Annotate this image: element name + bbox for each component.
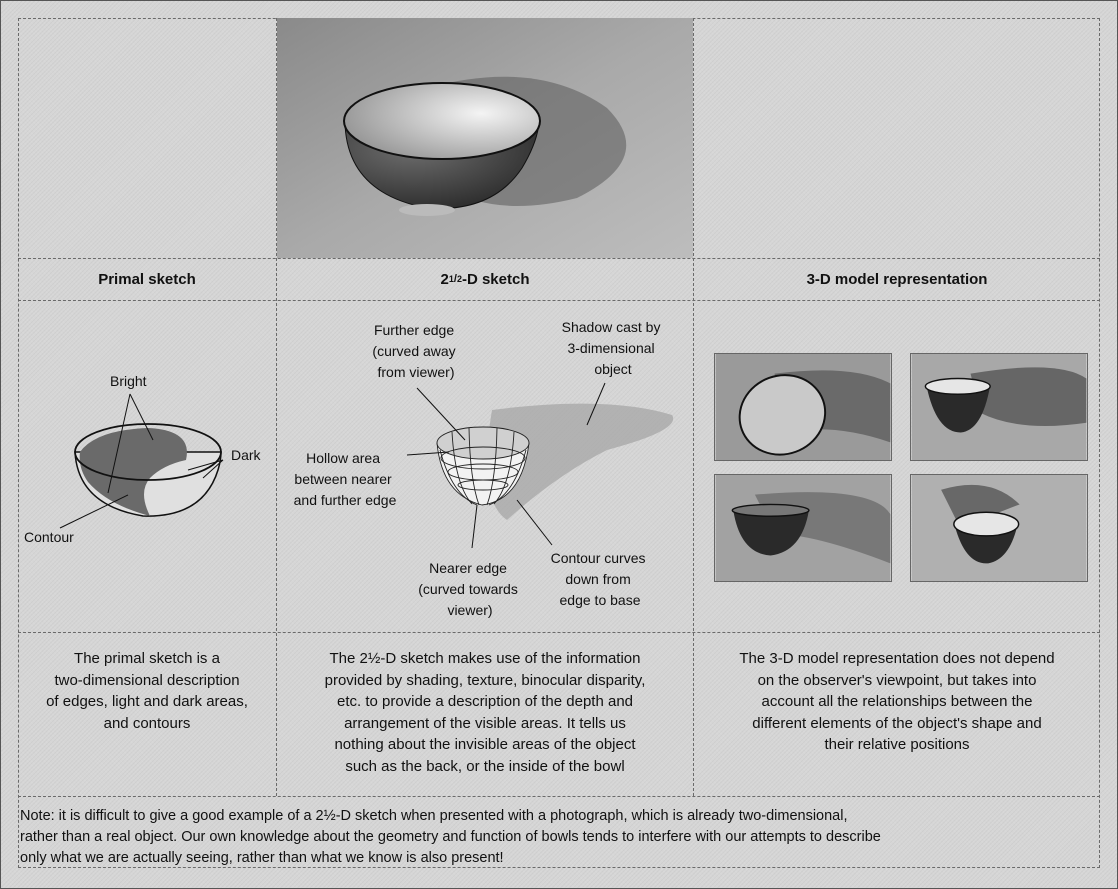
model-view-bowl-tilted [910,474,1088,582]
description-line: and contours [103,714,191,732]
description-line: arrangement of the visible areas. It tells us [344,714,626,732]
description-line: etc. to provide a description of the depth and [336,693,634,710]
model-view-bowl-top [910,353,1088,461]
header-primal-sketch [18,258,276,300]
header-two-half-frac: / [453,273,457,285]
header-two-half-sup: 1 [448,274,454,284]
description-model [694,648,1100,756]
description-line: account all the relationships between the [761,693,1033,710]
two-half-d-sketch-diagram [277,300,693,632]
description-two-half [277,648,693,777]
note-line: rather than a real object. Our own knowledge about the geometry and function of bowls tends to interfere with our attempts to describe [20,829,881,845]
label-bright: Bright [110,373,147,389]
label-shadow: Shadow cast by 3-dimensional object [561,319,661,377]
label-hollow-area: Hollow area between nearer and further edge [293,450,397,508]
header-model-label: 3-D model representation [806,270,988,288]
model-view-disc [714,353,892,461]
note-line: Note: it is difficult to give a good example of a 2½-D sketch when presented with a photograph, which is already two-dimensional, [20,808,848,824]
description-line: The 2½-D sketch makes use of the information [329,650,641,667]
description-line: different elements of the object's shape and [752,714,1042,732]
description-line: nothing about the invisible areas of the object [334,736,636,753]
header-two-half-sub: 2 [456,274,462,284]
description-primal [18,648,276,734]
description-line: The primal sketch is a [74,650,220,667]
label-dark: Dark [231,447,261,463]
description-line: on the observer's viewpoint, but takes into [757,671,1037,689]
model-view-bowl-side [714,474,892,582]
header-two-half-post: -D sketch [461,270,530,288]
label-further-edge: Further edge (curved away from viewer) [372,322,456,380]
description-line: provided by shading, texture, binocular disparity, [324,671,646,689]
footnote [20,806,1100,869]
header-3d-model [694,258,1100,300]
description-line: their relative positions [824,736,970,753]
note-line: only what we are actually seeing, rather than what we know is also present! [20,850,504,866]
header-two-half-pre: 2 [440,270,449,288]
bowl-photograph [277,18,693,258]
label-nearer-edge: Nearer edge (curved towards viewer) [418,560,518,618]
primal-sketch-diagram [18,300,276,632]
header-primal-label: Primal sketch [98,270,196,288]
description-line: of edges, light and dark areas, [46,693,248,710]
description-line: such as the back, or the inside of the bowl [345,757,625,775]
description-line: two-dimensional description [54,671,240,689]
header-two-half-d-sketch [277,258,693,300]
description-line: The 3-D model representation does not depend [739,650,1055,667]
label-contour: Contour [24,529,74,545]
label-contour-curves: Contour curves down from edge to base [550,550,646,608]
